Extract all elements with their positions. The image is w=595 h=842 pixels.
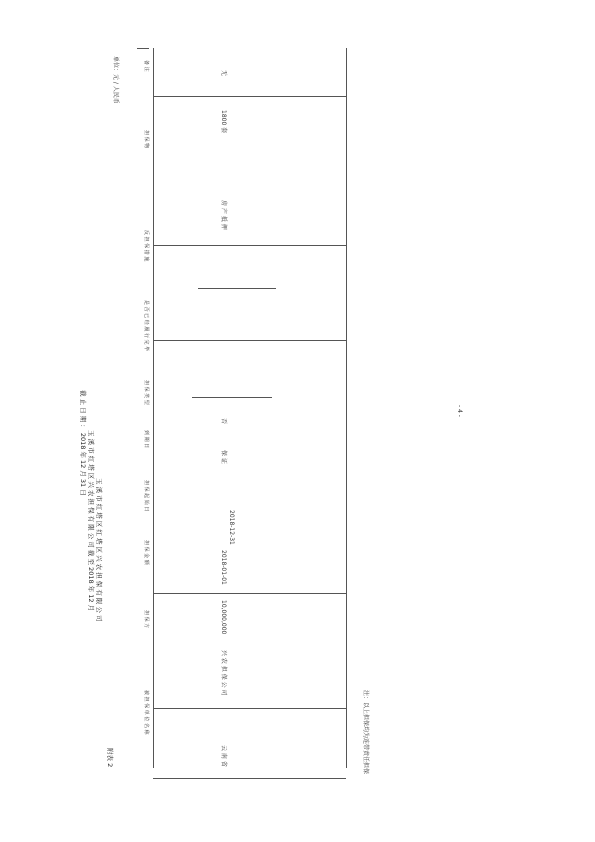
cell-status: 否 <box>220 418 227 425</box>
row-separator-2 <box>153 245 346 246</box>
row-separator-8 <box>153 778 346 779</box>
header-collateral: 担 保 物 <box>143 130 149 149</box>
row-separator-6 <box>153 593 346 594</box>
row-separator-7 <box>153 708 346 709</box>
cell-measures: 房 产 抵 押 <box>220 200 227 230</box>
table-border-left <box>137 48 149 49</box>
header-note: 备 注 <box>143 60 149 72</box>
cell-collateral: 1800 套 <box>220 110 227 134</box>
header-end: 到 期 日 <box>143 430 149 449</box>
header-amount: 担 保 金 额 <box>143 540 149 565</box>
title-line-2: 玉 溪 市 红 塔 区 兴 农 担 保 有 限 公 司 截 至 2018 年 12 月 <box>87 430 95 612</box>
unit-label: 单位：元 / 人民币 <box>112 56 119 104</box>
row-separator-5 <box>192 397 272 398</box>
title-line-3: 截 止 日 期 ： 2018 年 12 月 31 日 <box>79 390 87 496</box>
cell-type: 保 证 <box>220 450 227 464</box>
header-name: 被 担 保 单 位 名 称 <box>143 690 149 735</box>
cell-end: 2018-12-31 <box>228 510 235 545</box>
footer-note: 注：以上担保均为连带责任担保 <box>362 690 369 775</box>
header-type: 担 保 类 型 <box>143 380 149 405</box>
row-separator-4 <box>153 340 346 341</box>
header-guarantor: 担 保 方 <box>143 610 149 629</box>
cell-guarantor: 兴 农 担 保 公 司 <box>220 650 227 696</box>
header-start: 担 保 起 始 日 <box>143 480 149 512</box>
table-border-right <box>346 48 347 768</box>
header-divider <box>153 48 154 768</box>
title-line-1: 玉 溪 市 红 塔 区 红 塔 区 兴 农 担 保 有 限 公 司 <box>95 478 103 622</box>
cell-name: 云 南 省 <box>220 745 227 767</box>
header-measures: 反 担 保 措 施 <box>143 230 149 262</box>
row-separator-1 <box>153 96 346 97</box>
row-separator-3 <box>198 288 276 289</box>
cell-amount: 10,000,000 <box>220 600 227 635</box>
page-number: - 4 - <box>456 405 463 417</box>
page-label: 附表 2 <box>106 748 114 768</box>
header-status: 是 否 已 经 履 行 完 毕 <box>143 300 149 352</box>
cell-start: 2018-01-01 <box>220 550 227 585</box>
cell-note: 无 <box>220 70 227 77</box>
